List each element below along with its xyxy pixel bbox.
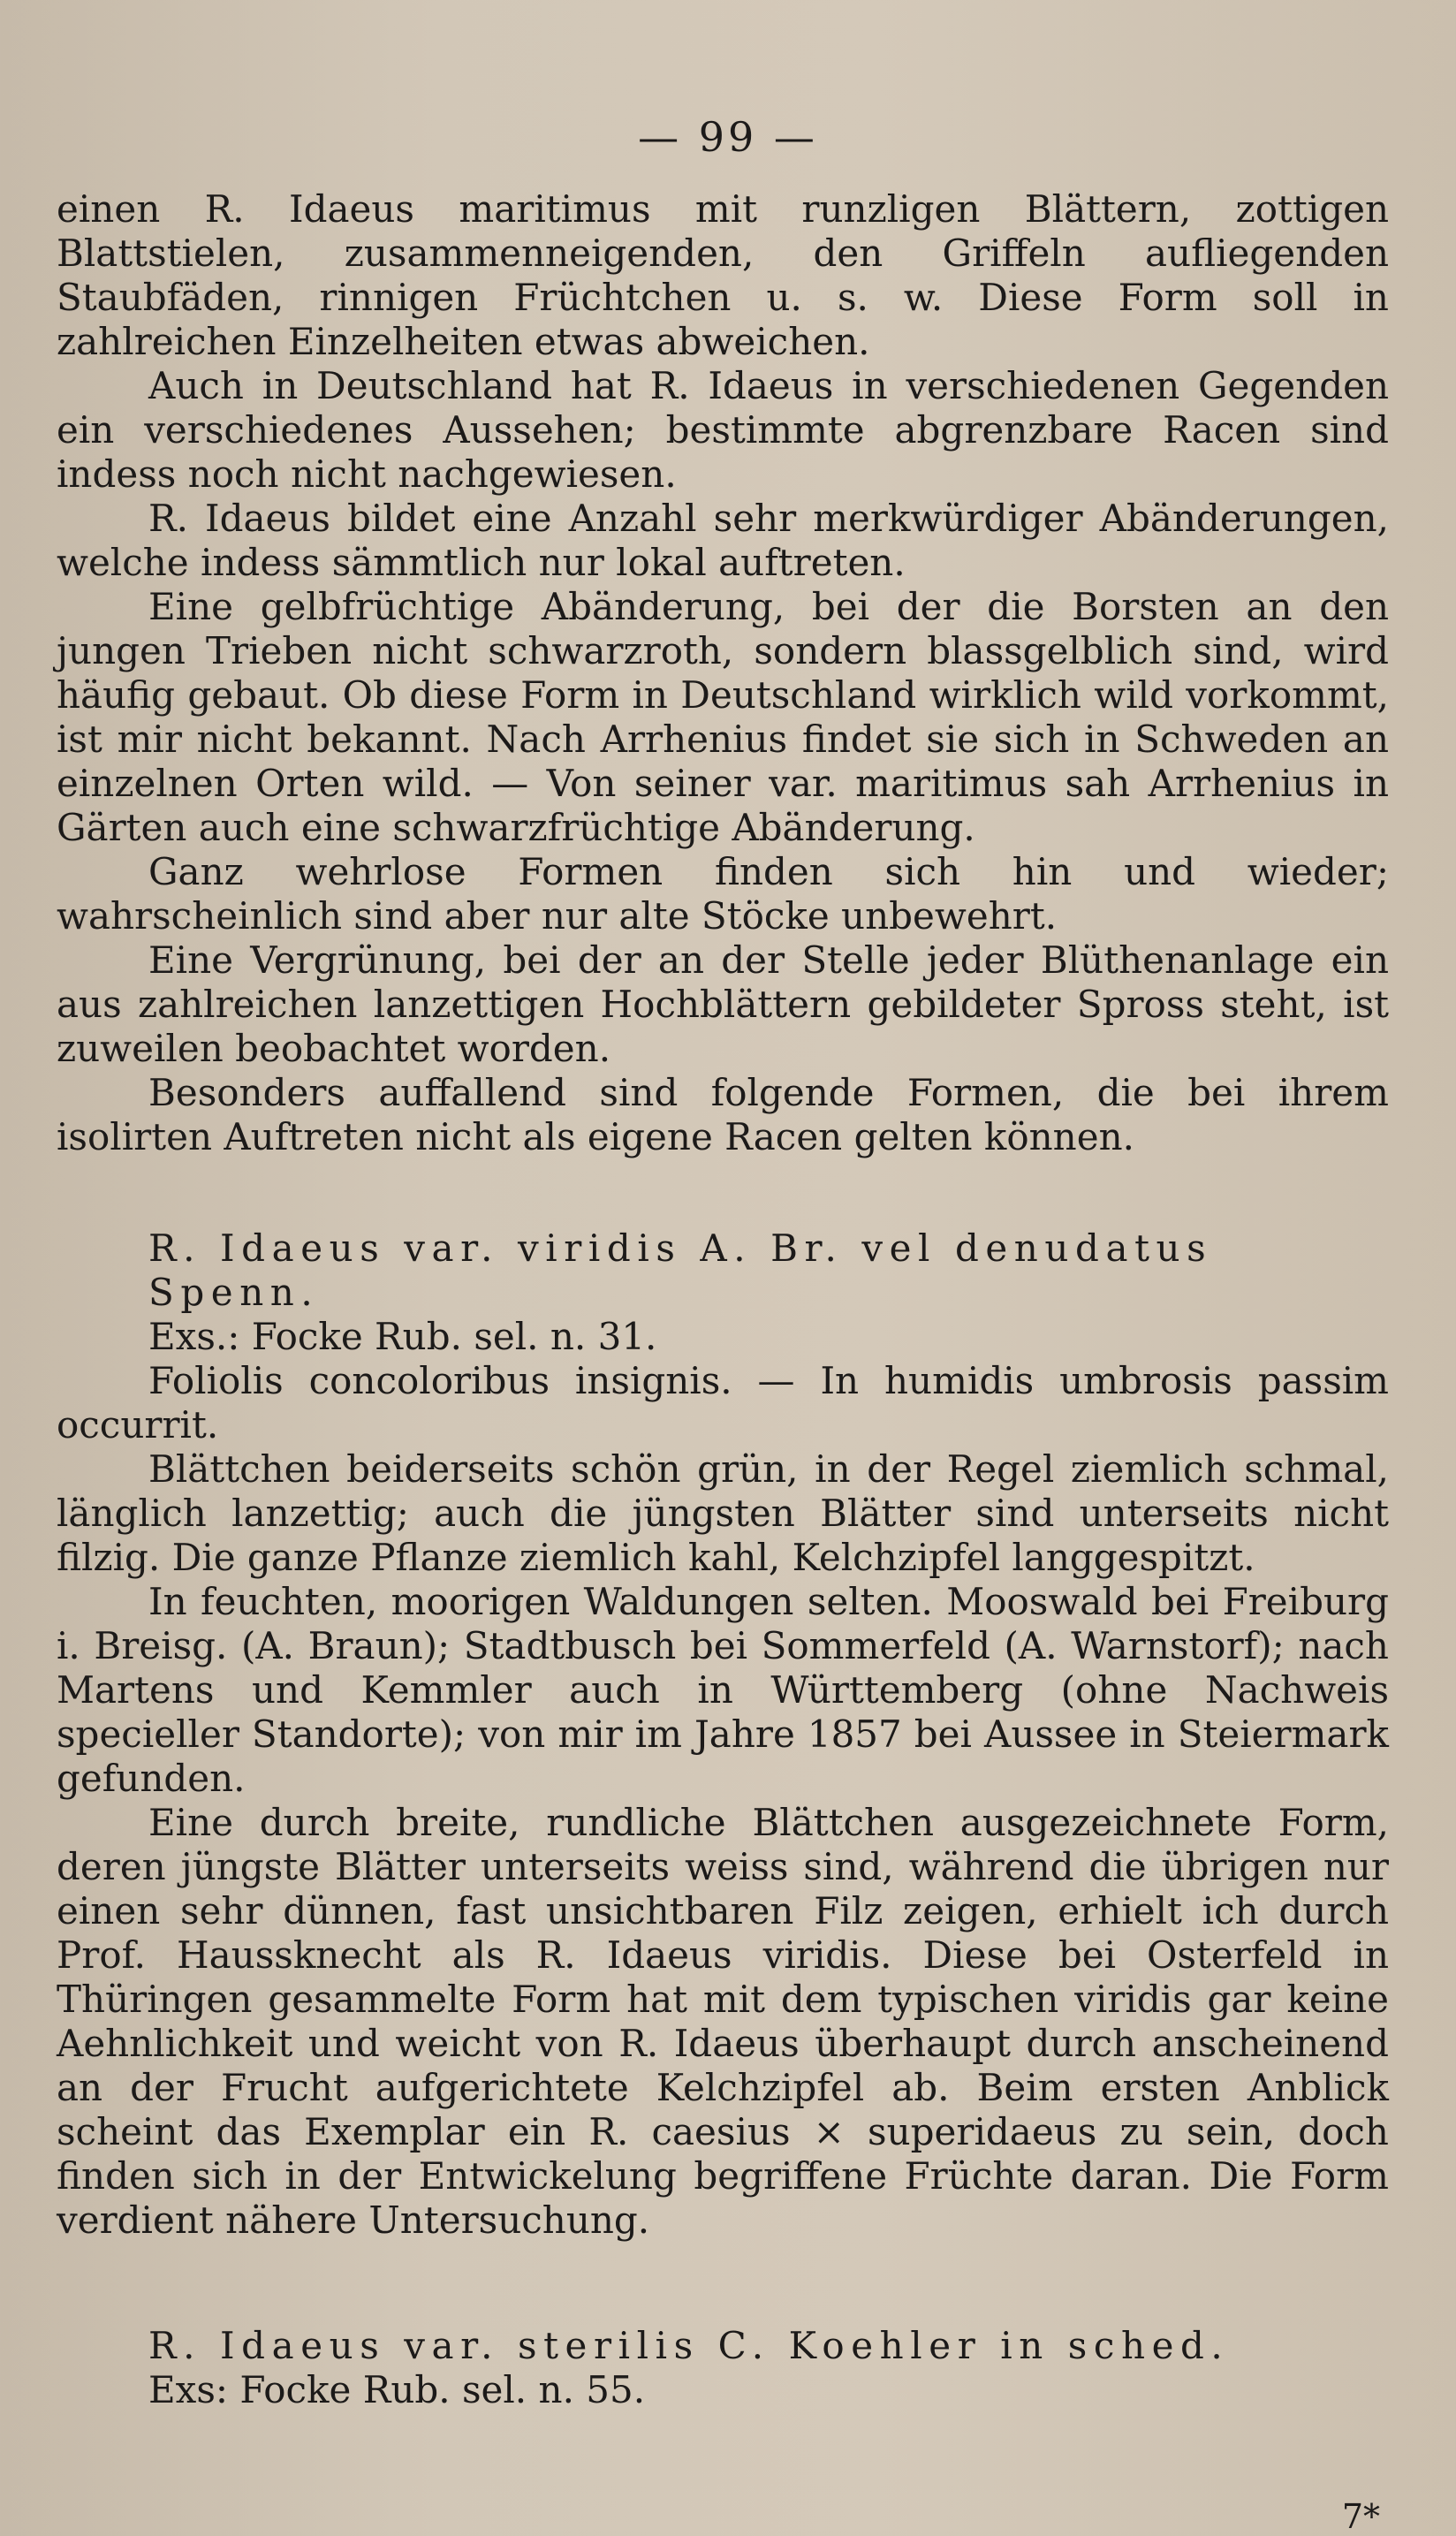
paragraph-maritimus: einen R. Idaeus maritimus mit runzligen Blättern, zottigen Blattstielen, zusammenneigenden, den Griffeln aufliegenden Staubfäden, rinnigen Früchtchen u. s. w. Diese Form soll in zahlreichen Einzelheiten etwas abweichen. bbox=[57, 187, 1389, 363]
viridis-exsiccata: Exs.: Focke Rub. sel. n. 31. bbox=[148, 1315, 657, 1358]
paragraph-gelbfruechtig: Eine gelbfrüchtige Abänderung, bei der die Borsten an den jungen Trieben nicht schwarzroth, sondern blassgelblich sind, wird häufig gebaut. Ob diese Form in Deutschland wirklich wild vorkommt, ist mir nicht bekannt. Nach Arrhenius findet sie sich in Schweden an einzelnen Orten wild. — Von seiner var. maritimus sah Arrhenius in Gärten auch eine schwarzfrüchtige Abänderung. bbox=[57, 585, 1389, 849]
page-number: — 99 — bbox=[638, 113, 818, 161]
paragraph-formen: Besonders auffallend sind folgende Formen, die bei ihrem isolirten Auftreten nicht als eigene Racen gelten können. bbox=[57, 1071, 1389, 1158]
viridis-distribution: In feuchten, moorigen Waldungen selten. Mooswald bei Freiburg i. Breisg. (A. Braun); Stadtbusch bei Sommerfeld (A. Warnstorf); nach Martens und Kemmler auch in Württemberg (ohne Nachweis specieller Standorte); von mir im Jahre 1857 bei Aussee in Steiermark gefunden. bbox=[57, 1580, 1389, 1800]
viridis-diagnosis: Foliolis concoloribus insignis. — In humidis umbrosis passim occurrit. bbox=[57, 1359, 1389, 1446]
signature-mark: 7* bbox=[1341, 2497, 1380, 2536]
page-body bbox=[57, 187, 1389, 2412]
paragraph-vergruenung: Eine Vergrünung, bei der an der Stelle jeder Blüthenanlage ein aus zahlreichen lanzettigen Hochblättern gebildeter Spross steht, ist zuweilen beobachtet worden. bbox=[57, 938, 1389, 1070]
viridis-note: Eine durch breite, rundliche Blättchen ausgezeichnete Form, deren jüngste Blätter unterseits weiss sind, während die übrigen nur einen sehr dünnen, fast unsichtbaren Filz zeigen, erhielt ich durch Prof. Haussknecht als R. Idaeus viridis. Diese bei Osterfeld in Thüringen gesammelte Form hat mit dem typischen viridis gar keine Aehnlichkeit und weicht von R. Idaeus überhaupt durch anscheinend an der Frucht aufgerichtete Kelchzipfel ab. Beim ersten Anblick scheint das Exemplar ein R. caesius × superidaeus zu sein, doch finden sich in der Entwickelung begriffene Früchte daran. Die Form verdient nähere Untersuchung. bbox=[57, 1801, 1389, 2242]
section-gap bbox=[57, 2243, 1389, 2324]
paragraph-deutschland: Auch in Deutschland hat R. Idaeus in verschiedenen Gegenden ein verschiedenes Aussehen; bestimmte abgrenzbare Racen sind indess noch nicht nachgewiesen. bbox=[57, 364, 1389, 496]
viridis-heading: R. Idaeus var. viridis A. Br. vel denudatus Spenn. bbox=[148, 1226, 1213, 1314]
paragraph-abaenderungen: R. Idaeus bildet eine Anzahl sehr merkwürdiger Abänderungen, welche indess sämmtlich nur lokal auftreten. bbox=[57, 497, 1389, 584]
viridis-description: Blättchen beiderseits schön grün, in der Regel ziemlich schmal, länglich lanzettig; auch die jüngsten Blätter sind unterseits nicht filzig. Die ganze Pflanze ziemlich kahl, Kelchzipfel langgespitzt. bbox=[57, 1447, 1389, 1579]
section-gap bbox=[57, 1159, 1389, 1226]
sterilis-heading: R. Idaeus var. sterilis C. Koehler in sched. bbox=[148, 2324, 1230, 2367]
paragraph-wehrlos: Ganz wehrlose Formen finden sich hin und wieder; wahrscheinlich sind aber nur alte Stöcke unbewehrt. bbox=[57, 850, 1389, 938]
sterilis-exsiccata: Exs: Focke Rub. sel. n. 55. bbox=[148, 2368, 646, 2411]
